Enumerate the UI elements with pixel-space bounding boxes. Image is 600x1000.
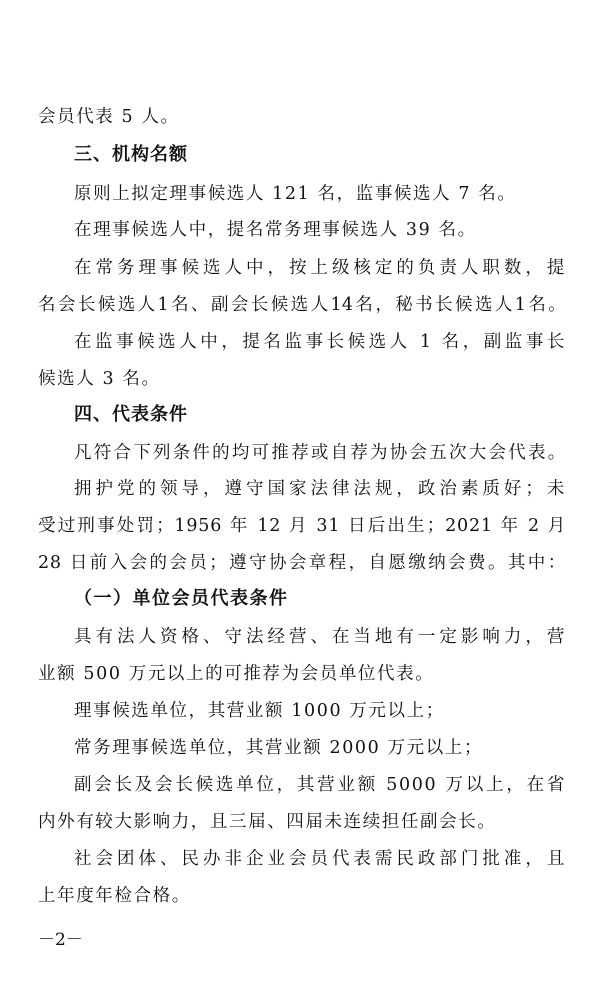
paragraph-line: 候选人 3 名。 bbox=[38, 369, 161, 389]
paragraph-line: 具有法人资格、守法经营、在当地有一定影响力，营 bbox=[74, 627, 566, 647]
paragraph-line: 内外有较大影响力，且三届、四届未连续担任副会长。 bbox=[38, 812, 497, 832]
section-heading-institution-quota: 三、机构名额 bbox=[74, 144, 188, 165]
paragraph-line: 在理事候选人中，提名常务理事候选人 39 名。 bbox=[74, 220, 477, 240]
paragraph-line: 在监事候选人中，提名监事长候选人 1 名，副监事长 bbox=[74, 332, 566, 352]
paragraph-line: 凡符合下列条件的均可推荐或自荐为协会五次大会代表。 bbox=[74, 443, 566, 463]
paragraph-line: 原则上拟定理事候选人 121 名，监事候选人 7 名。 bbox=[74, 184, 517, 204]
paragraph-line: 常务理事候选单位，其营业额 2000 万元以上； bbox=[74, 738, 484, 758]
paragraph-line: 会员代表 5 人。 bbox=[38, 107, 180, 127]
paragraph-line: 上年度年检合格。 bbox=[38, 886, 191, 906]
paragraph-line: 名会长候选人1名、副会长候选人14名，秘书长候选人1名。 bbox=[38, 295, 566, 315]
paragraph-line: 28 日前入会的会员；遵守协会章程，自愿缴纳会费。其中： bbox=[38, 553, 566, 573]
paragraph-line: 社会团体、民办非企业会员代表需民政部门批准，且 bbox=[74, 849, 566, 869]
paragraph-line: 受过刑事处罚；1956 年 12 月 31 日后出生；2021 年 2 月 bbox=[38, 516, 566, 536]
paragraph-line: 副会长及会长候选单位，其营业额 5000 万以上，在省 bbox=[74, 775, 566, 795]
paragraph-line: 在常务理事候选人中，按上级核定的负责人职数，提 bbox=[74, 258, 566, 278]
subsection-heading-unit-member: （一）单位会员代表条件 bbox=[74, 588, 289, 609]
paragraph-line: 拥护党的领导，遵守国家法律法规，政治素质好；未 bbox=[74, 479, 566, 499]
page-number: －2－ bbox=[38, 930, 83, 950]
paragraph-line: 理事候选单位，其营业额 1000 万元以上； bbox=[74, 701, 445, 721]
paragraph-line: 业额 500 万元以上的可推荐为会员单位代表。 bbox=[38, 664, 435, 684]
section-heading-representative-conditions: 四、代表条件 bbox=[74, 404, 188, 425]
